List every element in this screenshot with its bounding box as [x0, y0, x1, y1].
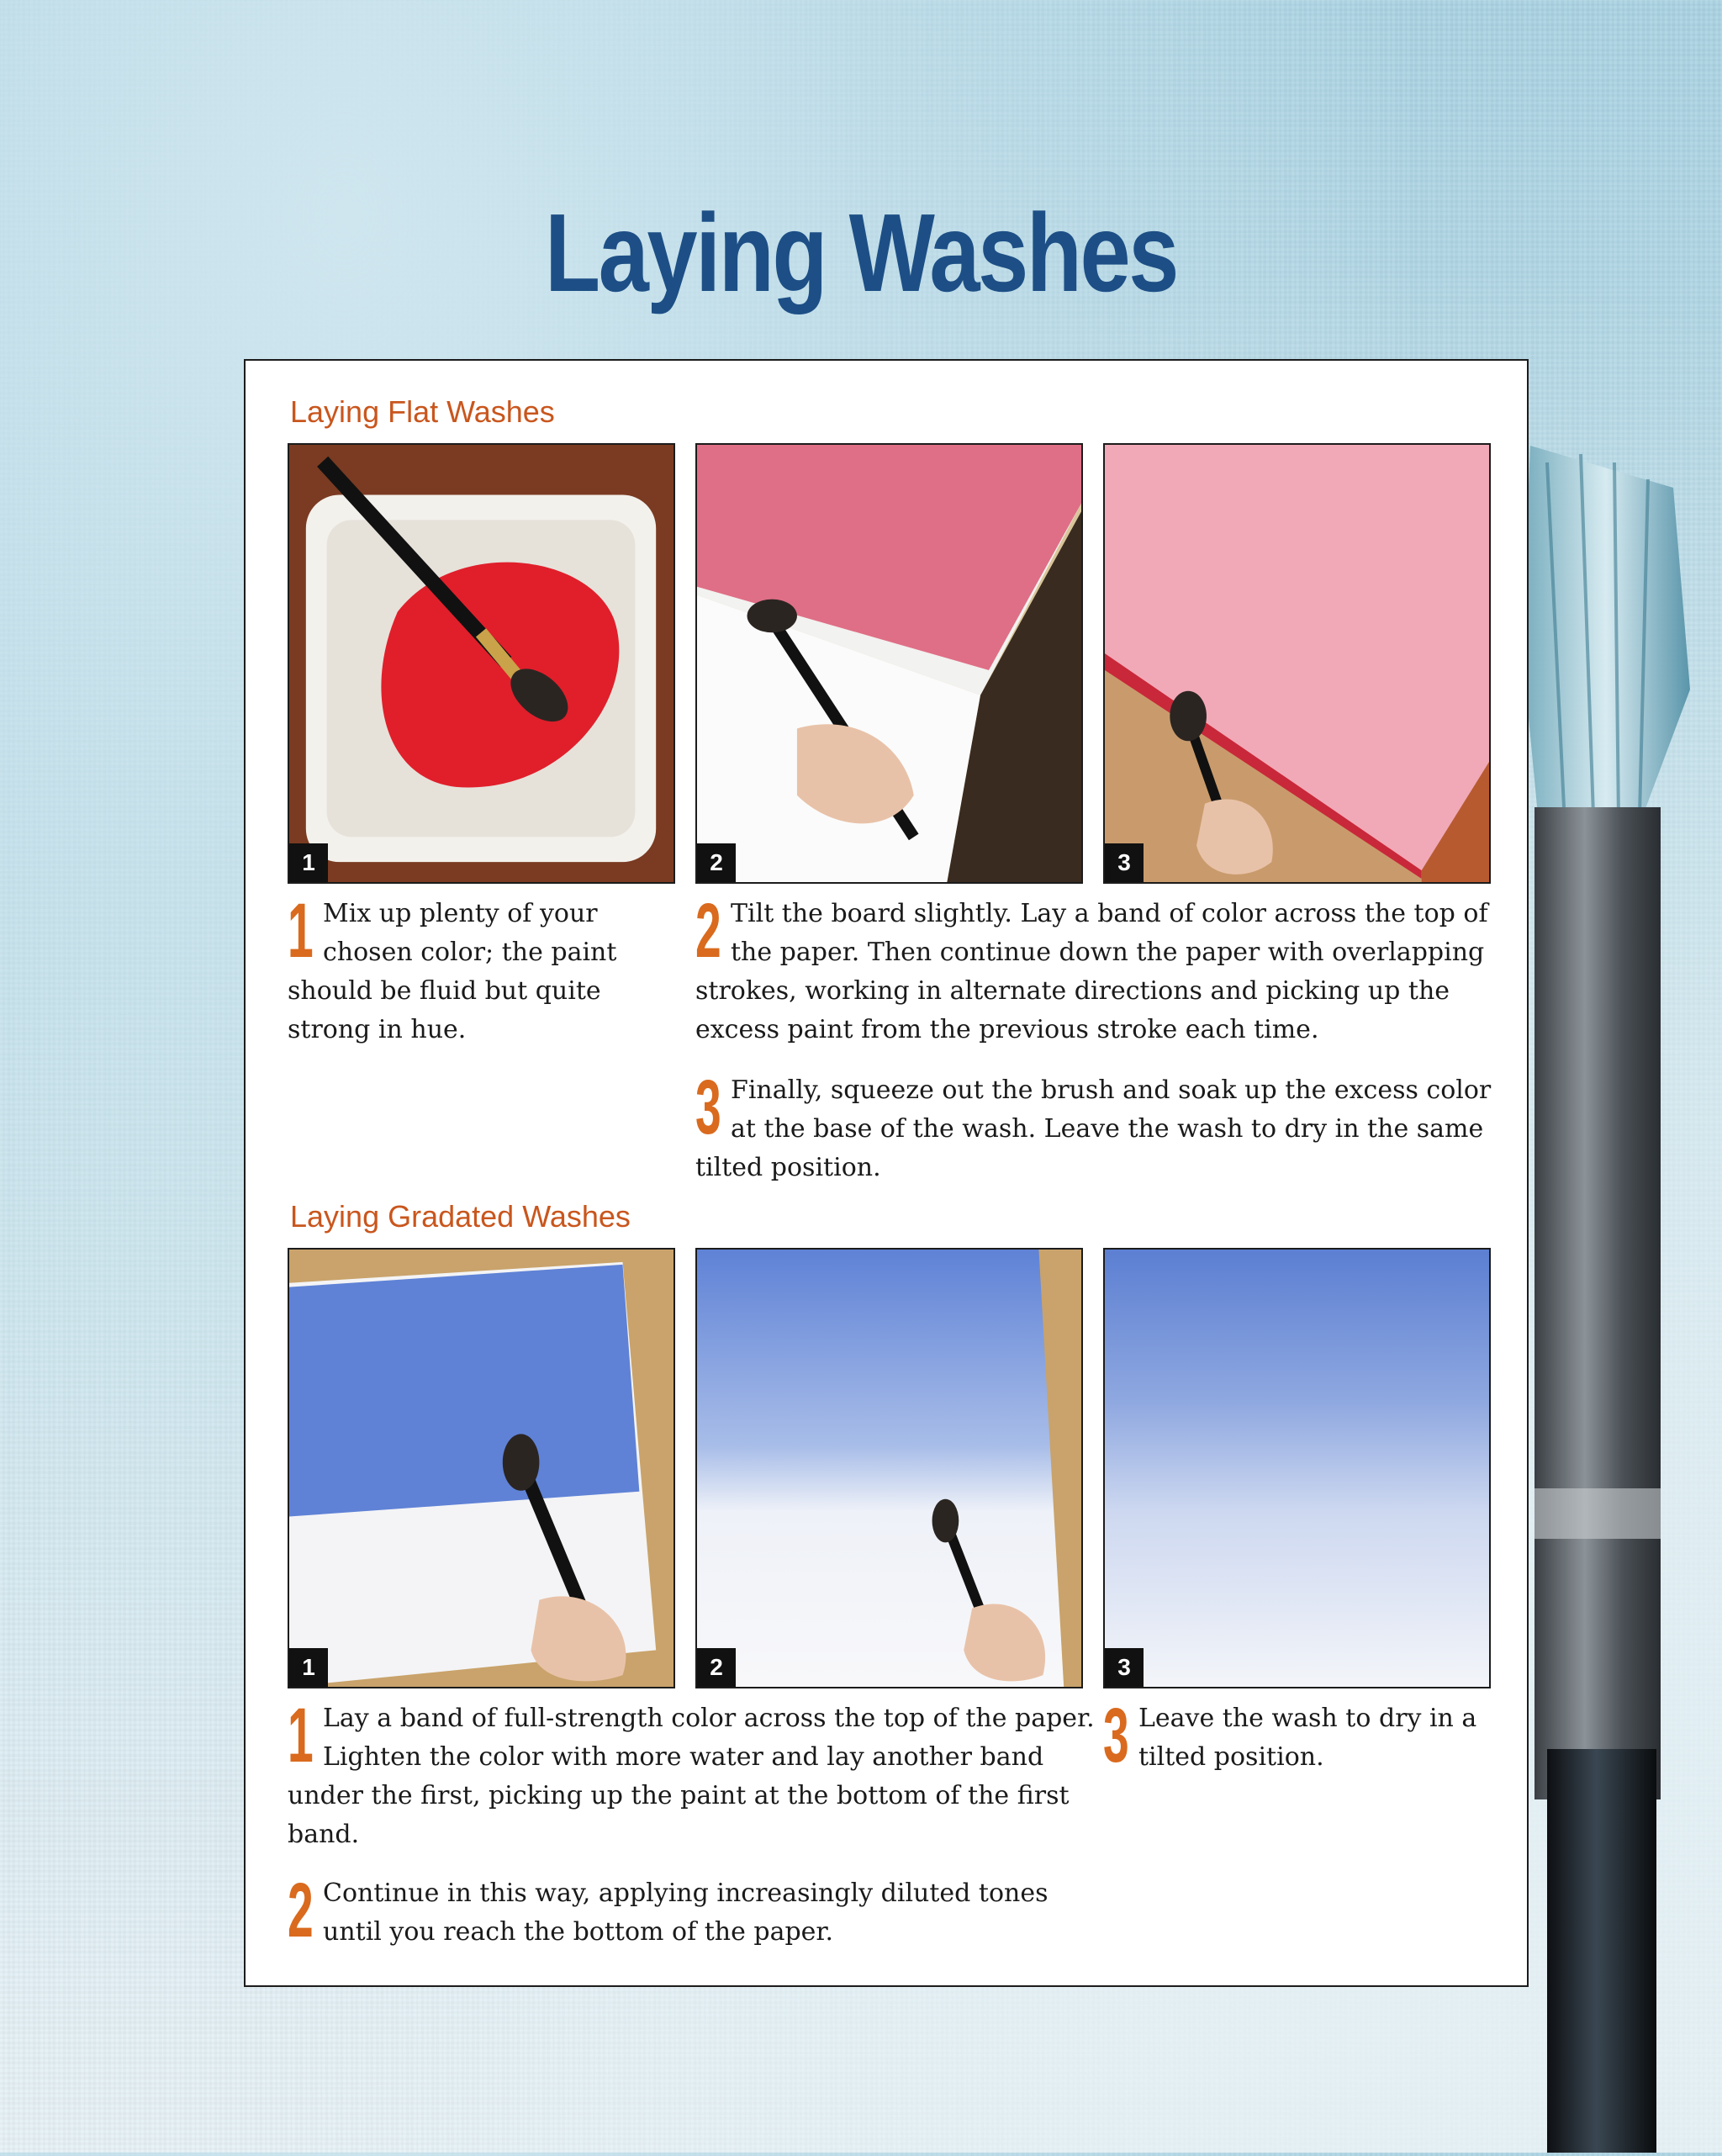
gradated-step-1	[288, 1693, 1095, 1854]
brush-on-diluted-blue-photo	[695, 1248, 1083, 1688]
instruction-panel	[244, 359, 1529, 1987]
step-number: 1	[288, 1693, 314, 1778]
step-text: Continue in this way, applying increasingly diluted tones until you reach the bottom of the paper.	[323, 1879, 1049, 1947]
finished-gradated-wash-photo	[1103, 1248, 1491, 1688]
photo-number-badge: 3	[1105, 843, 1144, 882]
step-text: Leave the wash to dry in a tilted position.	[1138, 1704, 1477, 1772]
photo-number-badge: 1	[289, 843, 328, 882]
photo-number-badge: 3	[1105, 1648, 1144, 1687]
step-text: Tilt the board slightly. Lay a band of color across the top of the paper. Then continue down the paper with overlapping strokes, working in alternate directions and picking up the excess paint from the previous stroke each time.	[695, 899, 1488, 1044]
step-number: 2	[288, 1868, 314, 1953]
step-number: 3	[695, 1065, 721, 1150]
paintbrush-illustration	[1513, 437, 1722, 2153]
flat-step-1	[288, 888, 658, 1049]
step-number: 3	[1103, 1693, 1129, 1778]
brush-on-blue-band-photo	[288, 1248, 675, 1688]
step-number: 1	[288, 888, 314, 974]
flat-washes-heading: Laying Flat Washes	[290, 394, 555, 429]
step-text: Finally, squeeze out the brush and soak up the excess color at the base of the wash. Leave the wash to dry in the same tilted position.	[695, 1075, 1492, 1182]
page-title: Laying Washes	[545, 191, 1177, 314]
gradated-step-2	[288, 1868, 1070, 1953]
photo-number-badge: 2	[697, 1648, 736, 1687]
photo-number-badge: 1	[289, 1648, 328, 1687]
step-text: Lay a band of full-strength color across the top of the paper. Lighten the color with more water and lay another band under the first, picking up the paint at the bottom of the first band.	[288, 1704, 1095, 1849]
brush-at-base-of-red-wash-photo	[1103, 443, 1491, 884]
step-number: 2	[695, 888, 721, 974]
flat-step-3	[695, 1065, 1494, 1187]
brush-in-red-paint-dish-photo	[288, 443, 675, 884]
step-text: Mix up plenty of your chosen color; the paint should be fluid but quite strong in hue.	[288, 899, 617, 1044]
gradated-step-3	[1103, 1693, 1490, 1778]
gradated-washes-heading: Laying Gradated Washes	[290, 1199, 631, 1234]
brush-on-red-paper-photo	[695, 443, 1083, 884]
photo-number-badge: 2	[697, 843, 736, 882]
flat-step-2	[695, 888, 1494, 1049]
